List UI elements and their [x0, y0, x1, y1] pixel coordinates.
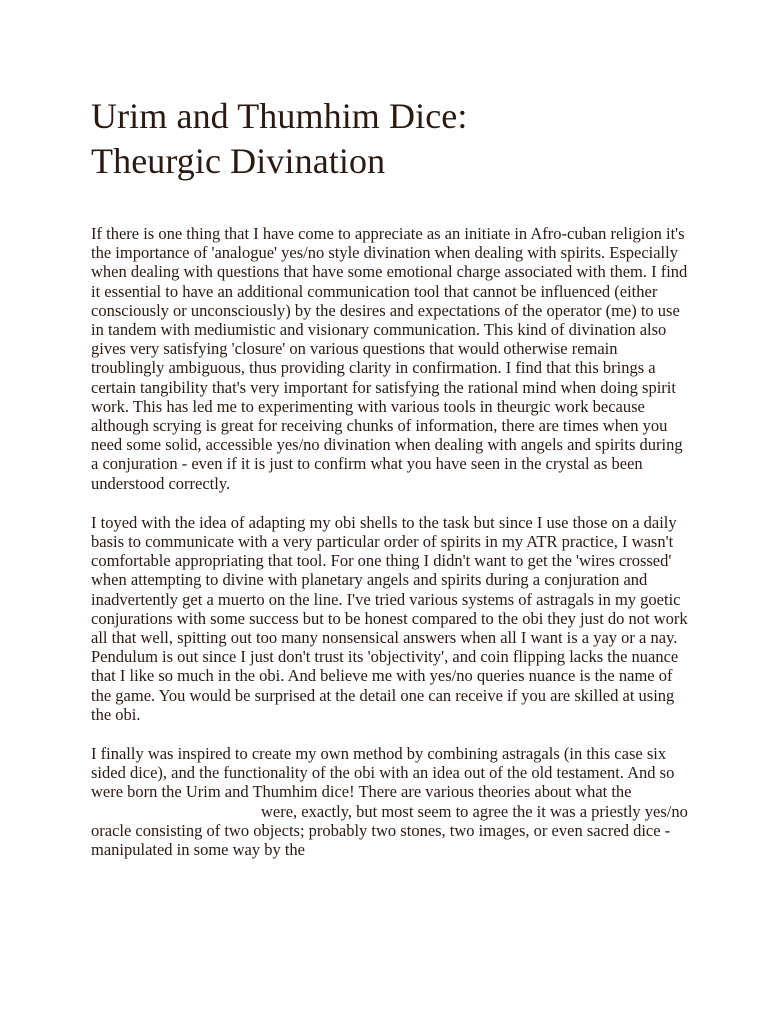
paragraph-3-text-after-gap: were, exactly, but most seem to agree the it was a priestly yes/no oracle consisting of two objects; probably two stones, two images, or even sacred dice - manipulated in some way by the: [91, 801, 688, 860]
document-page: [91, 94, 691, 879]
article-body: [91, 224, 691, 859]
paragraph-3: [91, 744, 691, 859]
paragraph-3-text-before-gap: I finally was inspired to create my own method by combining astragals (in this case six sided dice), and the functionality of the obi with an idea out of the old testament. And so were born the Urim and Thumhim dice! There are various theories about what the: [91, 744, 675, 802]
article-title-line-2: Theurgic Divination: [91, 141, 386, 181]
article-title-line-1: Urim and Thumhim Dice:: [91, 96, 468, 136]
paragraph-1: If there is one thing that I have come to appreciate as an initiate in Afro-cuban religion it's the importance of 'analogue' yes/no style divination when dealing with spirits. Especially when dealing with questions that have some emotional charge associated with them. I find it essential to have an additional communication tool that cannot be influenced (either consciously or unconsciously) by the desires and expectations of the operator (me) to use in tandem with mediumistic and visionary communication. This kind of divination also gives very satisfying 'closure' on various questions that would otherwise remain troublingly ambiguous, thus providing clarity in confirmation. I find that this brings a certain tangibility that's very important for satisfying the rational mind when doing spirit work. This has led me to experimenting with various tools in theurgic work because although scrying is great for receiving chunks of information, there are times when you need some solid, accessible yes/no divination when dealing with angels and spirits during a conjuration - even if it is just to confirm what you have seen in the crystal as been understood correctly.: [91, 224, 688, 493]
article-title: [91, 94, 691, 184]
paragraph-2: I toyed with the idea of adapting my obi shells to the task but since I use those on a daily basis to communicate with a very particular order of spirits in my ATR practice, I wasn't comfortable appropriating that tool. For one thing I didn't want to get the 'wires crossed' when attempting to divine with planetary angels and spirits during a conjuration and inadvertently get a muerto on the line. I've tried various systems of astragals in my goetic conjurations with some success but to be honest compared to the obi they just do not work all that well, spitting out too many nonsensical answers when all I want is a yay or a nay. Pendulum is out since I just don't trust its 'objectivity', and coin flipping lacks the nuance that I like so much in the obi. And believe me with yes/no queries nuance is the name of the game. You would be surprised at the detail one can receive if you are skilled at using the obi.: [91, 512, 688, 724]
